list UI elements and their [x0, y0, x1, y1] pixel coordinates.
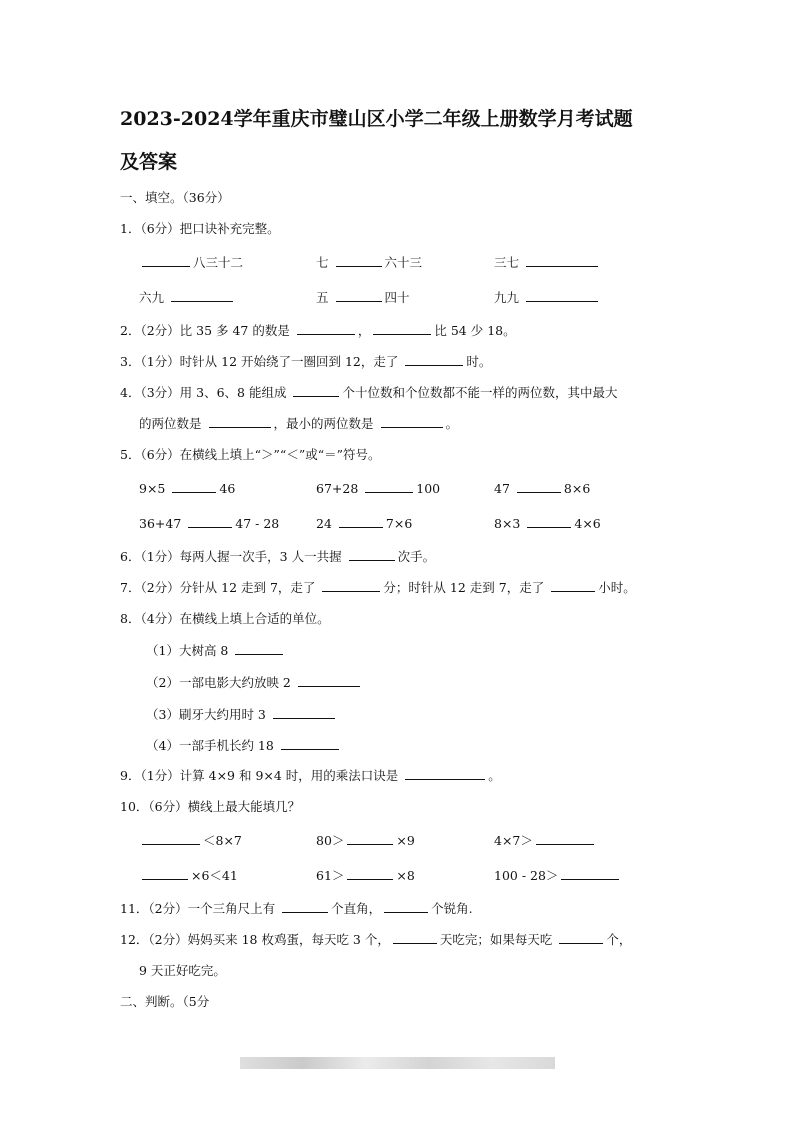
q5-r2-c3: 8×3 4×6 — [494, 516, 601, 531]
answer-blank[interactable] — [336, 253, 382, 267]
answer-blank[interactable] — [517, 479, 561, 493]
answer-blank[interactable] — [347, 866, 393, 880]
q5-r1-c3: 47 8×6 — [494, 481, 591, 496]
q3: 3．（1分）时针从 12 开始绕了一圈回到 12，走了 时。 — [120, 354, 492, 369]
answer-blank[interactable] — [273, 705, 335, 719]
answer-blank[interactable] — [527, 514, 571, 528]
q12-line2: 9 天正好吃完。 — [139, 963, 226, 978]
answer-blank[interactable] — [551, 578, 595, 592]
answer-blank[interactable] — [293, 383, 339, 397]
answer-blank[interactable] — [536, 831, 594, 845]
answer-blank[interactable] — [298, 673, 360, 687]
q10-text: 10．（6分）横线上最大能填几？ — [120, 799, 301, 814]
doc-title-line1: 2023-2024学年重庆市璧山区小学二年级上册数学月考试题 — [120, 108, 633, 130]
answer-blank[interactable] — [235, 641, 283, 655]
answer-blank[interactable] — [365, 479, 413, 493]
q10-r1-c1: ＜8×7 — [139, 831, 242, 849]
answer-blank[interactable] — [322, 578, 380, 592]
q8-text: 8．（4分）在横线上填上合适的单位。 — [120, 611, 330, 626]
q12-line1: 12．（2分）妈妈买来 18 枚鸡蛋，每天吃 3 个， 天吃完；如果每天吃 个， — [120, 932, 632, 947]
q11: 11．（2分）一个三角尺上有 个直角， 个锐角. — [120, 901, 473, 916]
q10-r1-c2: 80＞ ×9 — [316, 833, 415, 848]
answer-blank[interactable] — [297, 321, 355, 335]
answer-blank[interactable] — [282, 899, 328, 913]
answer-blank[interactable] — [339, 514, 383, 528]
q2: 2．（2分）比 35 多 47 的数是 ， 比 54 少 18。 — [120, 323, 516, 338]
answer-blank[interactable] — [405, 766, 485, 780]
q1-r1-c3: 三七 — [494, 253, 601, 271]
q10-r1-c3: 4×7＞ — [494, 831, 597, 849]
q4-line2: 的两位数是 ，最小的两位数是 。 — [139, 416, 459, 431]
q5-r1-c2: 67+28 100 — [316, 481, 441, 496]
answer-blank[interactable] — [142, 866, 188, 880]
q5-r2-c1: 36+47 47 - 28 — [139, 516, 280, 531]
q1-r2-c2: 五 四十 — [316, 290, 410, 305]
q1-r1-c2: 七 六十三 — [316, 255, 423, 270]
q4-line1: 4．（3分）用 3、6、8 能组成 个十位数和个位数都不能一样的两位数，其中最大 — [120, 385, 618, 400]
answer-blank[interactable] — [347, 831, 393, 845]
q1-r1-c1: 八三十二 — [139, 253, 243, 271]
q10-r2-c3: 100 - 28＞ — [494, 866, 622, 884]
doc-title-line2: 及答案 — [120, 151, 178, 173]
section-2-heading: 二、判断。（5分 — [120, 994, 210, 1009]
answer-blank[interactable] — [373, 321, 431, 335]
answer-blank[interactable] — [142, 253, 190, 267]
answer-blank[interactable] — [526, 288, 598, 302]
q9: 9．（1分）计算 4×9 和 9×4 时，用的乘法口诀是 。 — [120, 768, 501, 783]
section-1-heading: 一、填空。（36分） — [120, 190, 230, 205]
answer-blank[interactable] — [384, 899, 428, 913]
q8-item-1: （1）大树高 8 — [146, 641, 286, 659]
q6: 6．（1分）每两人握一次手，3 人一共握 次手。 — [120, 549, 436, 564]
q8-item-2: （2）一部电影大约放映 2 — [146, 673, 363, 691]
answer-blank[interactable] — [209, 414, 271, 428]
answer-blank[interactable] — [526, 253, 598, 267]
answer-blank[interactable] — [336, 288, 382, 302]
answer-blank[interactable] — [393, 930, 437, 944]
blurred-footer-watermark — [240, 1057, 555, 1069]
answer-blank[interactable] — [188, 514, 232, 528]
answer-blank[interactable] — [405, 352, 463, 366]
answer-blank[interactable] — [349, 547, 395, 561]
q8-item-4: （4）一部手机长约 18 — [146, 736, 342, 754]
q8-item-3: （3）刷牙大约用时 3 — [146, 705, 338, 723]
q1-text: 1．（6分）把口诀补充完整。 — [120, 221, 280, 236]
q5-text: 5．（6分）在横线上填上“＞”“＜”或“＝”符号。 — [120, 447, 381, 462]
q1-r2-c3: 九九 — [494, 288, 601, 306]
q5-r2-c2: 24 7×6 — [316, 516, 413, 531]
answer-blank[interactable] — [561, 866, 619, 880]
answer-blank[interactable] — [381, 414, 443, 428]
answer-blank[interactable] — [559, 930, 603, 944]
q10-r2-c2: 61＞ ×8 — [316, 868, 415, 883]
q5-r1-c1: 9×5 46 — [139, 481, 236, 496]
answer-blank[interactable] — [171, 288, 233, 302]
q1-r2-c1: 六九 — [139, 288, 236, 306]
answer-blank[interactable] — [281, 736, 339, 750]
answer-blank[interactable] — [142, 831, 200, 845]
answer-blank[interactable] — [172, 479, 216, 493]
q10-r2-c1: ×6＜41 — [139, 866, 238, 884]
q7: 7．（2分）分针从 12 走到 7，走了 分；时针从 12 走到 7，走了 小时。 — [120, 580, 636, 595]
